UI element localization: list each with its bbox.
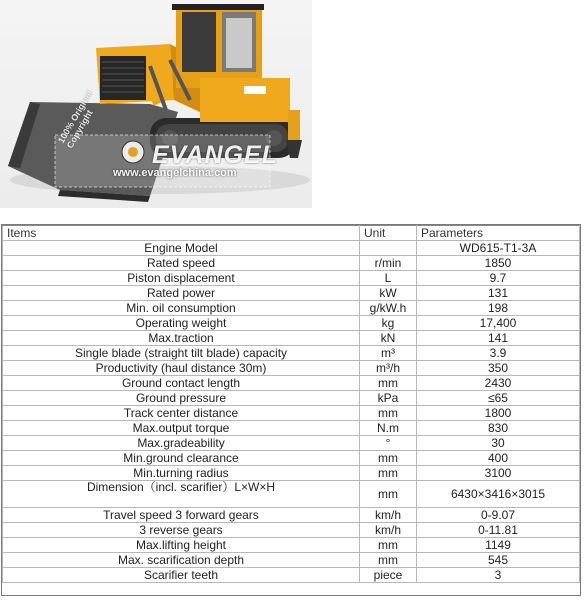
table-row: [3, 523, 580, 538]
row-item-cell: Scarifier teeth: [3, 568, 360, 583]
table-row: [3, 271, 580, 286]
row-item-cell: Track center distance: [3, 406, 360, 421]
row-unit-cell: mm: [360, 406, 417, 421]
row-param-cell: 400: [417, 451, 580, 466]
table-row: [3, 256, 580, 271]
row-unit-cell: mm: [360, 553, 417, 568]
header-unit: Unit: [360, 226, 417, 241]
table-row: [3, 508, 580, 523]
row-unit-cell: piece: [360, 568, 417, 583]
row-param-cell: 9.7: [417, 271, 580, 286]
row-param-cell: 2430: [417, 376, 580, 391]
row-item-cell: Rated speed: [3, 256, 360, 271]
row-param-cell: 1800: [417, 406, 580, 421]
row-unit-cell: mm: [360, 466, 417, 481]
row-item-cell: Dimension（incl. scarifier）L×W×H: [3, 481, 360, 508]
table-row: [3, 301, 580, 316]
spec-table: [2, 225, 580, 583]
row-item-cell: Ground pressure: [3, 391, 360, 406]
row-param-cell: 6430×3416×3015: [417, 481, 580, 508]
table-row: [3, 538, 580, 553]
row-unit-cell: g/kW.h: [360, 301, 417, 316]
row-param-cell: 0-9.07: [417, 508, 580, 523]
row-unit-cell: mm: [360, 376, 417, 391]
table-row: [3, 406, 580, 421]
table-row: [3, 346, 580, 361]
row-unit-cell: kPa: [360, 391, 417, 406]
row-unit-cell: kW: [360, 286, 417, 301]
row-unit-cell: mm: [360, 538, 417, 553]
row-item-cell: Single blade (straight tilt blade) capacity: [3, 346, 360, 361]
table-row: [3, 376, 580, 391]
table-row: [3, 361, 580, 376]
table-row: [3, 421, 580, 436]
row-param-cell: 3: [417, 568, 580, 583]
row-param-cell: 1149: [417, 538, 580, 553]
row-unit-cell: L: [360, 271, 417, 286]
table-row: [3, 286, 580, 301]
row-param-cell: WD615-T1-3A: [417, 241, 580, 256]
row-param-cell: 3100: [417, 466, 580, 481]
row-unit-cell: km/h: [360, 508, 417, 523]
table-row: [3, 436, 580, 451]
row-unit-cell: [360, 241, 417, 256]
row-item-cell: 3 reverse gears: [3, 523, 360, 538]
row-item-cell: Min.turning radius: [3, 466, 360, 481]
table-row: [3, 451, 580, 466]
row-unit-cell: m³/h: [360, 361, 417, 376]
table-row: [3, 553, 580, 568]
row-item-cell: Ground contact length: [3, 376, 360, 391]
row-item-cell: Rated power: [3, 286, 360, 301]
table-row: [3, 241, 580, 256]
row-unit-cell: °: [360, 436, 417, 451]
row-item-cell: Min. oil consumption: [3, 301, 360, 316]
row-param-cell: 830: [417, 421, 580, 436]
row-item-cell: Max.gradeability: [3, 436, 360, 451]
watermark-url: www.evangelchina.com: [113, 167, 237, 179]
row-item-cell: Travel speed 3 forward gears: [3, 508, 360, 523]
row-item-cell: Max.traction: [3, 331, 360, 346]
product-photo: [0, 0, 312, 208]
row-item-cell: Operating weight: [3, 316, 360, 331]
row-param-cell: 30: [417, 436, 580, 451]
row-unit-cell: kg: [360, 316, 417, 331]
table-header-row: [3, 226, 580, 241]
row-item-cell: Piston displacement: [3, 271, 360, 286]
row-param-cell: 3.9: [417, 346, 580, 361]
row-param-cell: 1850: [417, 256, 580, 271]
header-items: Items: [3, 226, 360, 241]
row-item-cell: Productivity (haul distance 30m): [3, 361, 360, 376]
watermark-copyright: 100% Original Copyright: [56, 88, 95, 150]
table-row: [3, 466, 580, 481]
row-param-cell: ≤65: [417, 391, 580, 406]
row-unit-cell: r/min: [360, 256, 417, 271]
row-unit-cell: m³: [360, 346, 417, 361]
row-param-cell: 350: [417, 361, 580, 376]
row-item-cell: Min.ground clearance: [3, 451, 360, 466]
table-row: [3, 391, 580, 406]
row-param-cell: 0-11.81: [417, 523, 580, 538]
row-unit-cell: kN: [360, 331, 417, 346]
watermark-logo: EVANGEL: [152, 141, 278, 169]
table-row: [3, 331, 580, 346]
row-param-cell: 17,400: [417, 316, 580, 331]
row-item-cell: Max. scarification depth: [3, 553, 360, 568]
row-item-cell: Engine Model: [3, 241, 360, 256]
row-unit-cell: N.m: [360, 421, 417, 436]
header-parameters: Parameters: [417, 226, 580, 241]
table-row: [3, 568, 580, 583]
row-unit-cell: mm: [360, 481, 417, 508]
row-param-cell: 141: [417, 331, 580, 346]
row-unit-cell: km/h: [360, 523, 417, 538]
table-row: [3, 481, 580, 508]
row-unit-cell: mm: [360, 451, 417, 466]
row-param-cell: 131: [417, 286, 580, 301]
row-item-cell: Max.lifting height: [3, 538, 360, 553]
table-row: [3, 316, 580, 331]
row-param-cell: 545: [417, 553, 580, 568]
row-param-cell: 198: [417, 301, 580, 316]
row-item-cell: Max.output torque: [3, 421, 360, 436]
